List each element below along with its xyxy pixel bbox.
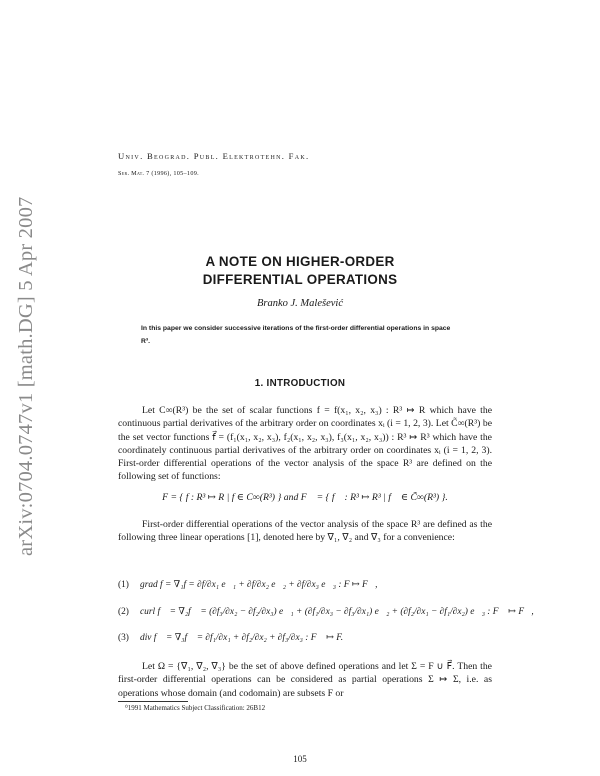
- equation-1-number: (1): [118, 580, 129, 590]
- arxiv-stamp: [6, 182, 42, 558]
- abstract: In this paper we consider successive iterations of the first-order differential operations in space R³.: [141, 325, 451, 346]
- journal-series: Ser. Mat. 7 (1996), 105–109.: [118, 170, 199, 177]
- page-number: 105: [293, 754, 307, 764]
- paragraph-2: First-order differential operations of the vector analysis of the space R³ are defined as the following three linear operations [1], denoted here by ∇₁, ∇₂ and ∇₃ for a convenience:: [118, 519, 492, 544]
- section-heading: 1. INTRODUCTION: [254, 378, 346, 389]
- paper-title: [100, 253, 500, 289]
- equation-2-body: curl f⃗ = ∇₂f⃗ = (∂f₃/∂x₂ − ∂f₂/∂x₃) e⃗₁ + (∂f₁/∂x₃ − ∂f₃/∂x₁) e⃗₂ + (∂f₂/∂x₁ − ∂f₁/∂x₂) e⃗₃ : F⃗ ↦ F⃗,: [140, 607, 534, 617]
- journal-header: Univ. Beograd. Publ. Elektrotehn. Fak.: [118, 151, 310, 161]
- equation-2: [118, 606, 534, 617]
- author: Branko J. Malešević: [256, 298, 343, 309]
- equation-2-number: (2): [118, 607, 129, 617]
- equation-3-number: (3): [118, 633, 129, 643]
- equation-1-body: grad f = ∇₁f = ∂f/∂x₁ e⃗₁ + ∂f/∂x₂ e⃗₂ + ∂f/∂x₃ e⃗₃ : F ↦ F⃗,: [140, 580, 378, 590]
- paragraph-1: Let C∞(R³) be the set of scalar functions f = f(x₁, x₂, x₃) : R³ ↦ R which have the continuous partial derivatives of the arbitrary order on coordinates xᵢ (i = 1, 2, 3). Let C̃∞(R³) be the set vector functions f⃗ = (f₁(x₁, x₂, x₃), f₂(x₁, x₂, x₃), f₃(x₁, x₂, x₃)) : R³ ↦ R³ which have the coordinately continuous partial derivatives of the arbitrary order on coordinates xᵢ (i = 1, 2, 3). First-order differential operations of the vector analysis of the space R³ are defined on the following set of functions:: [118, 405, 492, 483]
- title-line-2: DIFFERENTIAL OPERATIONS: [202, 272, 398, 287]
- arxiv-id: arXiv:0704.0747v1 [math.DG] 5 Apr 2007: [15, 196, 37, 556]
- paragraph-3: Let Ω = {∇₁, ∇₂, ∇₃} be the set of above defined operations and let Σ = F ∪ F⃗. Then the first-order differential operations can be considered as partial operations Σ ↦ Σ, i.e. as operations whose domain (and codomain) are subsets F or: [118, 661, 492, 699]
- footnote: ⁰1991 Mathematics Subject Classification: 26B12: [125, 704, 266, 712]
- equation-3: [118, 632, 498, 643]
- footnote-rule: [118, 701, 188, 702]
- title-line-1: A NOTE ON HIGHER-ORDER: [205, 254, 395, 269]
- equation-3-body: div f⃗ = ∇₃f⃗ = ∂f₁/∂x₁ + ∂f₂/∂x₂ + ∂f₃/∂x₃ : F⃗ ↦ F.: [140, 633, 344, 643]
- formula-sets: F = { f : R³ ↦ R | f ∈ C∞(R³) } and F⃗ = { f⃗ : R³ ↦ R³ | f⃗ ∈ C̃∞(R³) }.: [162, 492, 448, 503]
- equation-1: [118, 579, 498, 590]
